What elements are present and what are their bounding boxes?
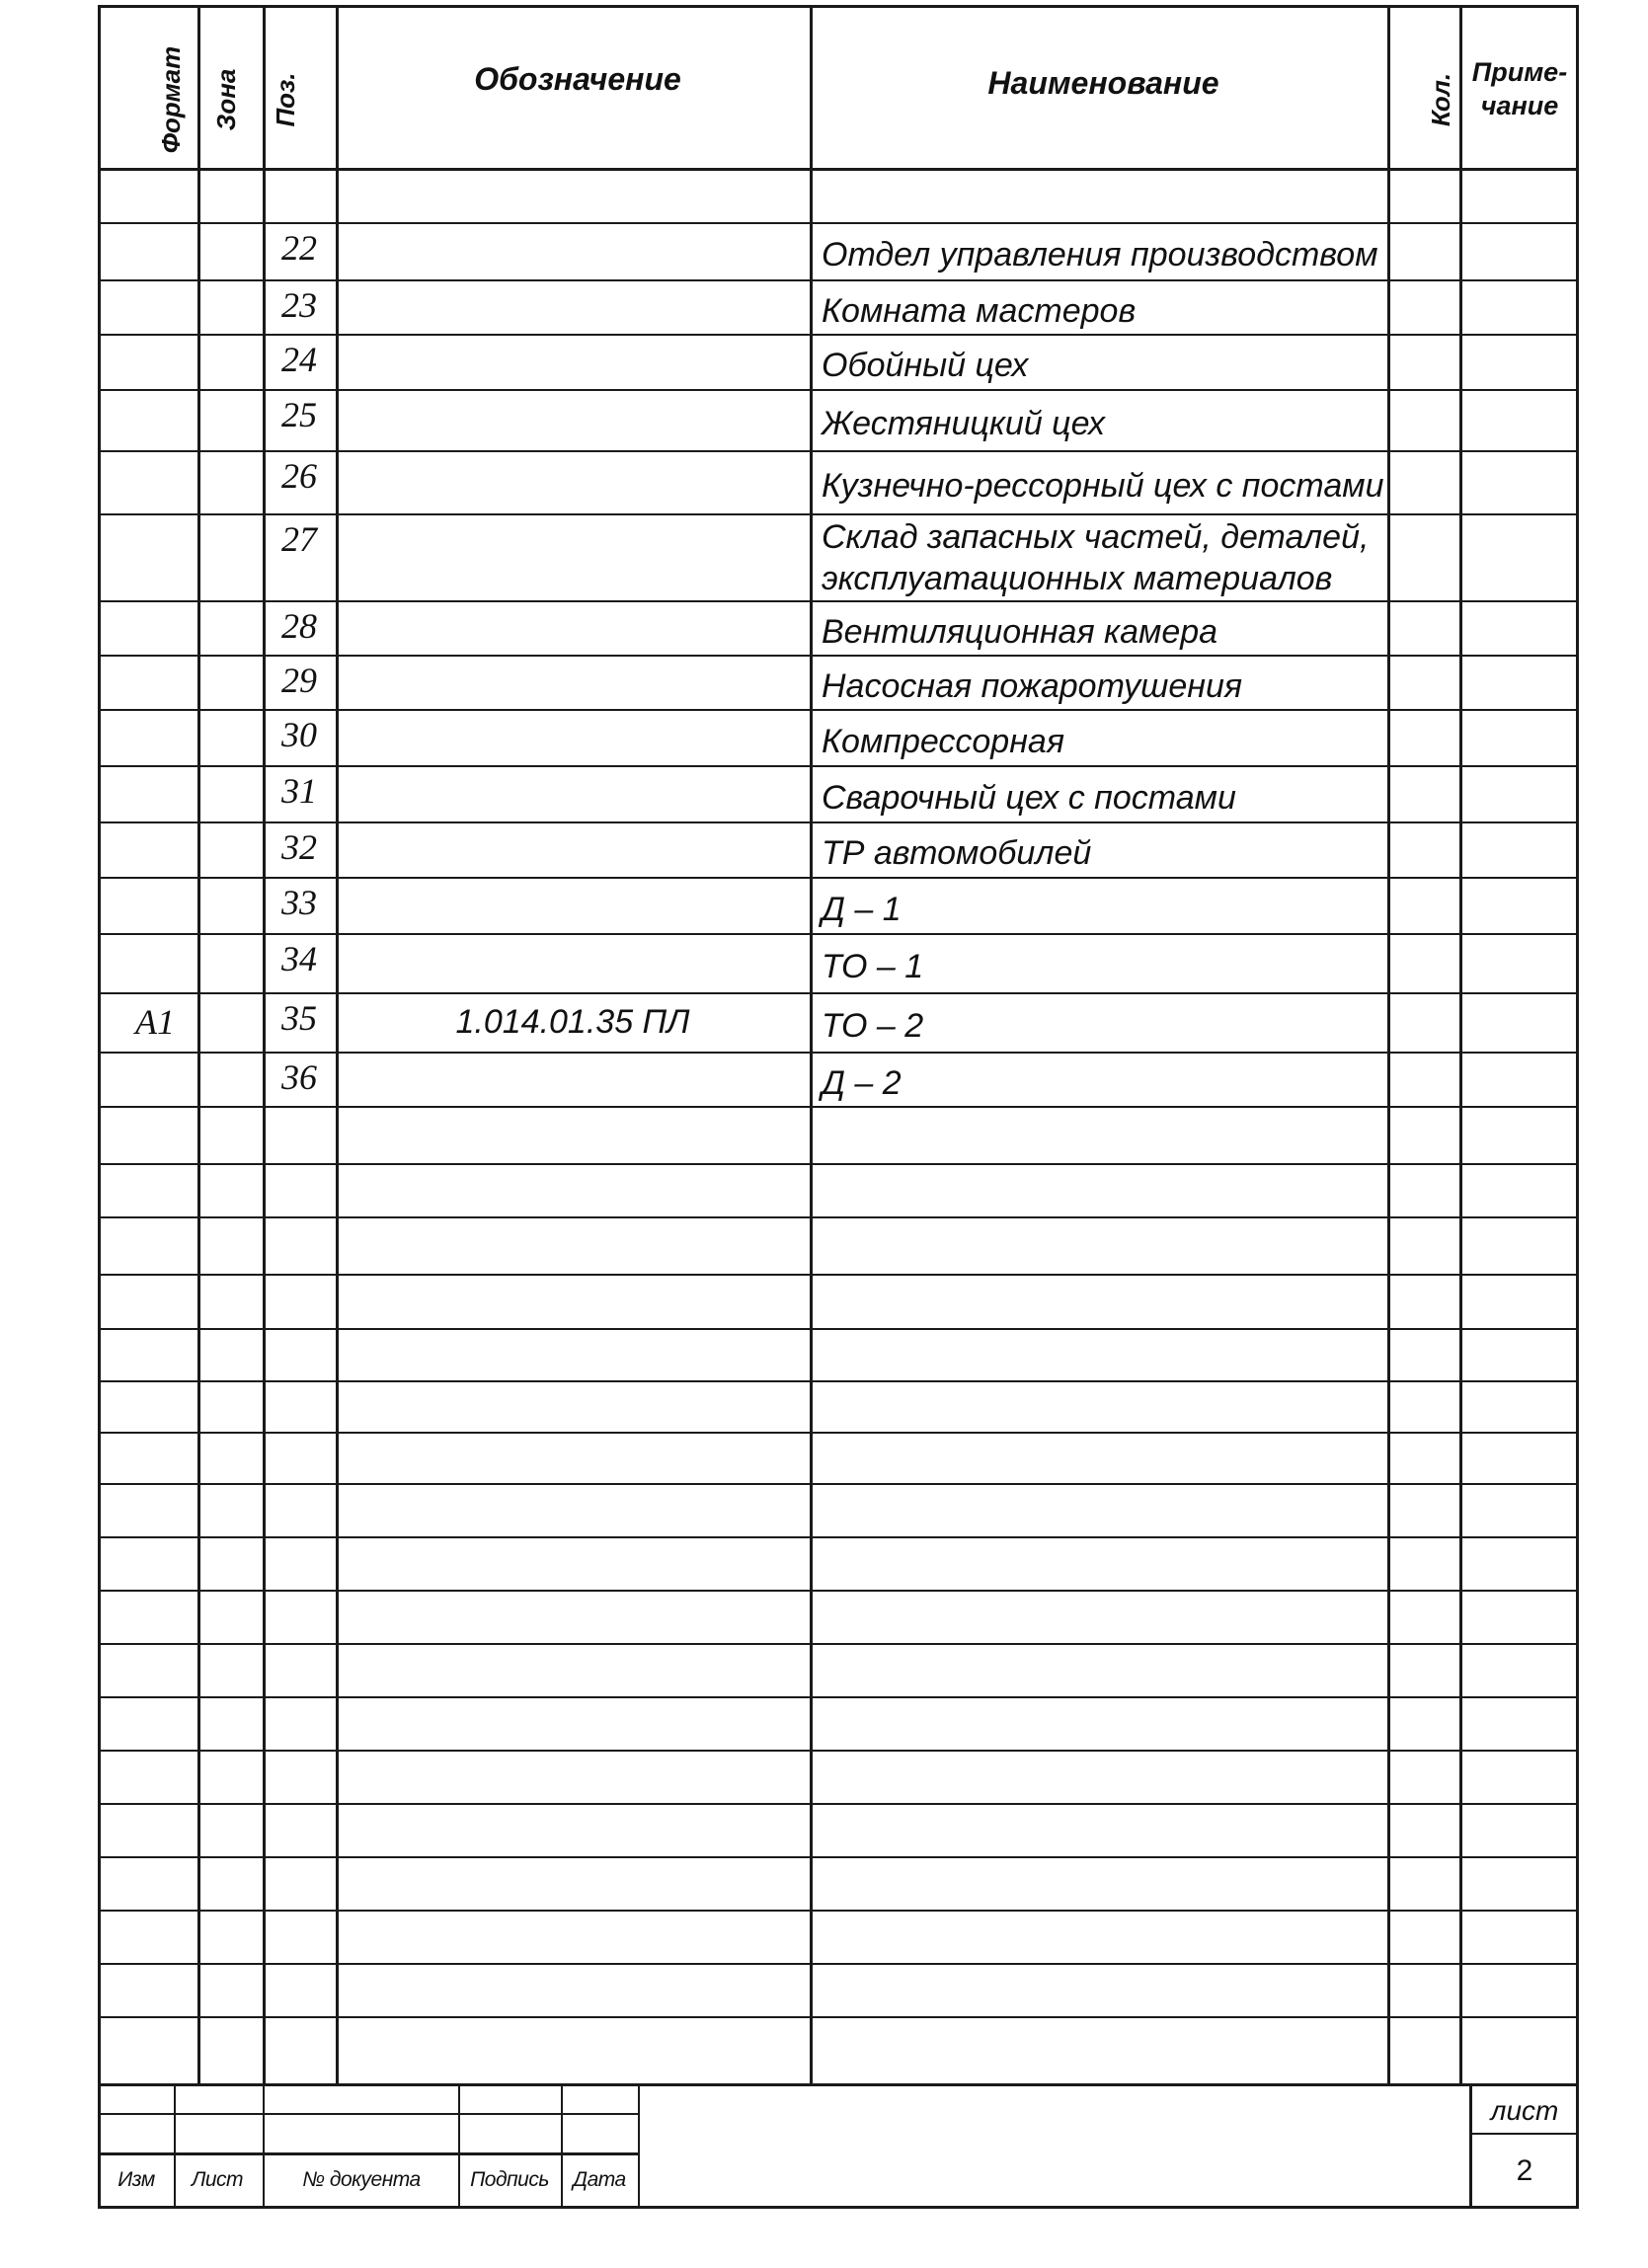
row-divider [101, 334, 1576, 336]
row-divider [101, 1432, 1576, 1434]
row-name: ТО – 1 [822, 948, 924, 985]
row-pos: 35 [281, 998, 317, 1038]
header-pos: Поз. [271, 72, 300, 127]
row-divider [101, 222, 1576, 224]
row-name: Вентиляционная камера [822, 612, 1218, 651]
tb-label-doc-no: № докуента [302, 2168, 421, 2191]
title-block-row [101, 2152, 638, 2155]
header-format: Формат [156, 45, 186, 154]
row-divider [101, 765, 1576, 767]
row-pos: 33 [281, 883, 317, 922]
row-pos: 25 [281, 395, 317, 434]
row-divider [101, 1274, 1576, 1276]
row-divider [101, 2016, 1576, 2018]
row-divider [101, 1643, 1576, 1645]
row-pos: 36 [281, 1057, 317, 1097]
column-divider-pos [336, 8, 339, 2083]
header-name: Наименование [987, 65, 1219, 101]
column-divider-qty [1459, 8, 1462, 2083]
row-divider [101, 1856, 1576, 1858]
row-pos: 32 [281, 827, 317, 867]
tb-label-signature: Подпись [470, 2168, 549, 2191]
row-pos: 24 [281, 340, 317, 379]
row-pos: 26 [281, 456, 317, 496]
row-divider [101, 1216, 1576, 1218]
row-divider [101, 1328, 1576, 1330]
row-pos: 28 [281, 606, 317, 646]
row-name: Сварочный цех с постами [822, 778, 1236, 817]
row-divider [101, 1052, 1576, 1054]
row-divider [101, 1963, 1576, 1965]
row-name: Жестяницкий цех [822, 405, 1106, 442]
row-pos: 23 [281, 285, 317, 325]
row-name: Компрессорная [822, 722, 1065, 760]
row-divider [101, 709, 1576, 711]
tb-label-izm: Изм [118, 2168, 155, 2191]
title-block-sheet-row [1469, 2133, 1576, 2135]
header-divider [101, 168, 1576, 171]
header-qty: Кол. [1426, 72, 1455, 127]
row-pos: 27 [281, 519, 317, 559]
tb-label-list: Лист [191, 2168, 244, 2191]
title-block-row [101, 2113, 638, 2115]
row-pos: 22 [281, 228, 317, 268]
tb-label-date: Дата [573, 2168, 626, 2191]
row-name: Отдел управления производством [822, 236, 1378, 274]
row-name-line2: эксплуатационных материалов [822, 560, 1333, 597]
row-divider [101, 1163, 1576, 1165]
tb-sheet-label: лист [1490, 2095, 1559, 2126]
row-divider [101, 450, 1576, 452]
row-divider [101, 1590, 1576, 1592]
row-divider [101, 389, 1576, 391]
row-name: Д – 2 [822, 1063, 902, 1102]
header-designation: Обозначение [474, 61, 681, 97]
row-divider [101, 1380, 1576, 1382]
row-designation: 1.014.01.35 ПЛ [455, 1003, 690, 1041]
title-block-divider [101, 2083, 1576, 2086]
row-name: Комната мастеров [822, 291, 1137, 330]
row-name: Кузнечно-рессорный цех с постами [822, 467, 1384, 505]
row-divider [101, 1750, 1576, 1752]
row-divider [101, 1483, 1576, 1485]
row-divider [101, 279, 1576, 281]
row-divider [101, 1536, 1576, 1538]
row-name: ТО – 2 [822, 1007, 924, 1045]
column-divider-name [1387, 8, 1390, 2083]
row-name: Д – 1 [822, 890, 902, 928]
row-pos: 29 [281, 661, 317, 700]
row-pos: 31 [281, 771, 317, 811]
row-name: ТР автомобилей [822, 834, 1092, 872]
title-block-column [638, 2083, 640, 2206]
column-divider-format [197, 8, 200, 2083]
row-divider [101, 655, 1576, 657]
row-name: Обойный цех [822, 347, 1029, 384]
row-pos: 34 [281, 939, 317, 978]
row-pos: 30 [281, 715, 317, 754]
row-divider [101, 877, 1576, 879]
row-name: Насосная пожаротушения [822, 666, 1243, 705]
row-divider [101, 992, 1576, 994]
header-zone: Зона [211, 68, 241, 131]
row-name: Склад запасных частей, деталей, [822, 518, 1370, 556]
row-divider [101, 1910, 1576, 1912]
row-divider [101, 821, 1576, 823]
column-divider-designation [810, 8, 813, 2083]
row-divider [101, 933, 1576, 935]
row-divider [101, 1803, 1576, 1805]
header-note: Приме- чание [1471, 57, 1568, 120]
row-format: А1 [135, 1002, 175, 1042]
row-divider [101, 600, 1576, 602]
tb-sheet-number: 2 [1516, 2154, 1533, 2187]
row-divider [101, 1106, 1576, 1108]
row-divider [101, 1696, 1576, 1698]
